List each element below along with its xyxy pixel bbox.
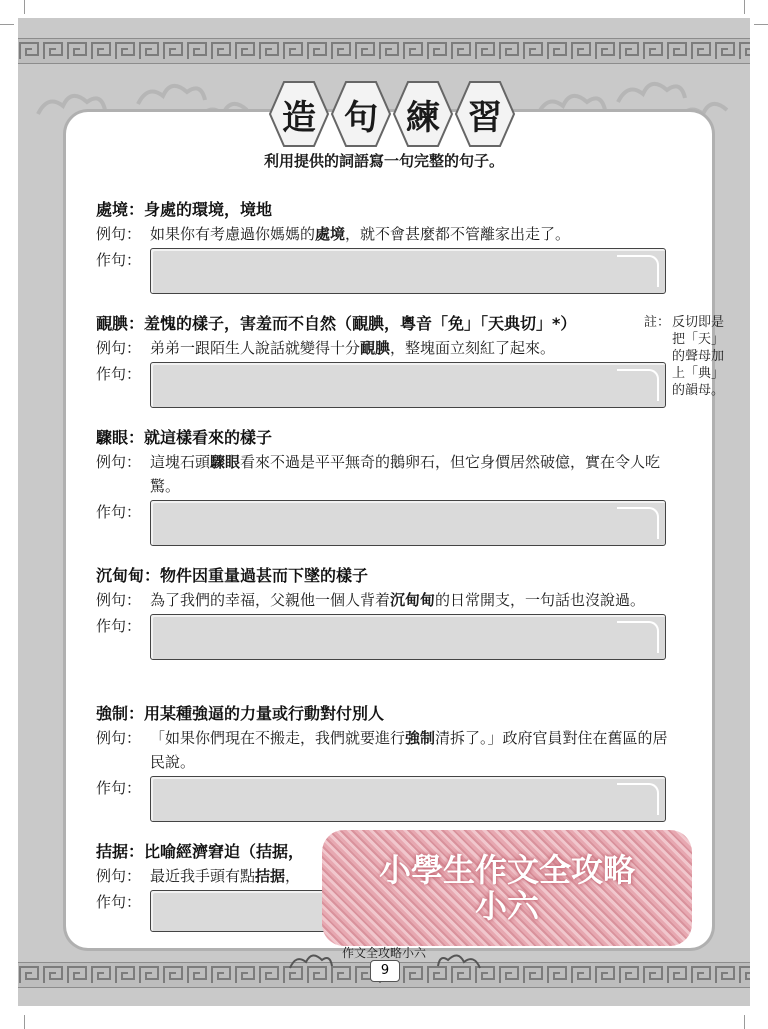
example-row bbox=[96, 336, 676, 360]
crop-mark bbox=[0, 24, 14, 25]
term-definition: 驟眼：就這樣看來的樣子 bbox=[96, 428, 273, 447]
term-definition: 強制：用某種強逼的力量或行動對付別人 bbox=[96, 704, 385, 723]
crop-mark bbox=[24, 0, 25, 14]
example-label: 例句： bbox=[96, 591, 142, 609]
example-sentence bbox=[150, 588, 676, 612]
example-row bbox=[96, 450, 676, 498]
answer-label: 作句： bbox=[96, 893, 142, 911]
example-text-segment: ，整塊面立刻紅了起來。 bbox=[390, 339, 556, 357]
example-text-segment: 這塊石頭 bbox=[150, 453, 211, 471]
watermark-line-1: 小學生作文全攻略 bbox=[378, 851, 635, 889]
answer-label: 作句： bbox=[96, 503, 142, 521]
example-keyword: 處境 bbox=[315, 225, 346, 243]
pronunciation-note bbox=[644, 314, 736, 399]
example-sentence bbox=[150, 450, 676, 498]
example-sentence bbox=[150, 222, 676, 246]
worksheet-title bbox=[268, 76, 516, 152]
instruction-text: 利用提供的詞語寫一句完整的句子。 bbox=[263, 152, 504, 170]
answer-label: 作句： bbox=[96, 365, 142, 383]
example-label: 例句： bbox=[96, 453, 142, 471]
example-row bbox=[96, 726, 676, 774]
answer-box[interactable] bbox=[150, 776, 666, 822]
note-label: 註： bbox=[644, 315, 671, 330]
answer-box[interactable] bbox=[150, 248, 666, 294]
example-label: 例句： bbox=[96, 225, 142, 243]
example-text-segment: 清拆了。」政府官員對住在舊區的居民說。 bbox=[150, 729, 668, 771]
watermark-line-2: 小六 bbox=[474, 887, 539, 925]
example-label: 例句： bbox=[96, 339, 142, 357]
vocab-entry bbox=[96, 564, 676, 660]
answer-label: 作句： bbox=[96, 251, 142, 269]
answer-box[interactable] bbox=[150, 500, 666, 546]
answer-label: 作句： bbox=[96, 617, 142, 635]
example-label: 例句： bbox=[96, 729, 142, 747]
footer-cloud-right-icon bbox=[436, 950, 484, 974]
title-char: 練 bbox=[406, 97, 440, 138]
example-row bbox=[96, 222, 676, 246]
example-keyword: 拮据 bbox=[255, 867, 286, 885]
crop-mark bbox=[744, 1015, 745, 1029]
vocab-entry bbox=[96, 198, 676, 294]
example-sentence bbox=[150, 336, 676, 360]
example-keyword: 沉甸甸 bbox=[390, 591, 436, 609]
example-text-segment: 為了我們的幸福，父親他一個人背着 bbox=[150, 591, 391, 609]
example-row bbox=[96, 588, 676, 612]
example-keyword: 強制 bbox=[405, 729, 436, 747]
answer-row bbox=[96, 500, 676, 546]
term-definition: 拮据：比喻經濟窘迫（拮据， bbox=[96, 842, 305, 861]
example-text-segment: 的日常開支，一句話也沒說過。 bbox=[435, 591, 646, 609]
watermark-overlay bbox=[322, 830, 692, 946]
example-label: 例句： bbox=[96, 867, 142, 885]
example-text-segment: 最近我手頭有點 bbox=[150, 867, 256, 885]
footer-cloud-left-icon bbox=[286, 950, 334, 974]
example-text-segment: 「如果你們現在不搬走，我們就要進行 bbox=[150, 729, 406, 747]
example-text-segment: ，就不會甚麼都不管離家出走了。 bbox=[345, 225, 571, 243]
answer-row bbox=[96, 614, 676, 660]
crop-mark bbox=[744, 0, 745, 14]
crop-mark bbox=[754, 24, 768, 25]
answer-row bbox=[96, 248, 676, 294]
term-definition: 沉甸甸：物件因重量過甚而下墜的樣子 bbox=[96, 566, 369, 585]
answer-box[interactable] bbox=[150, 614, 666, 660]
vocab-entry bbox=[96, 702, 676, 822]
example-keyword: 靦腆 bbox=[360, 339, 391, 357]
title-char: 造 bbox=[282, 97, 316, 138]
title-char: 句 bbox=[344, 97, 378, 138]
answer-row bbox=[96, 362, 676, 408]
example-text-segment: 弟弟一跟陌生人說話就變得十分 bbox=[150, 339, 361, 357]
page-number: 9 bbox=[370, 960, 400, 982]
crop-mark bbox=[24, 1015, 25, 1029]
example-text-segment: 看來不過是平平無奇的鵝卵石，但它身價居然破億，實在令人吃驚。 bbox=[150, 453, 661, 495]
answer-box[interactable] bbox=[150, 362, 666, 408]
note-text: 反切即是把「天」的聲母加上「典」的韻母。 bbox=[672, 315, 725, 398]
answer-label: 作句： bbox=[96, 779, 142, 797]
example-text-segment: 如果你有考慮過你媽媽的 bbox=[150, 225, 316, 243]
example-sentence bbox=[150, 726, 676, 774]
example-text-segment: ， bbox=[285, 867, 301, 885]
footer-book-title: 作文全攻略小六 bbox=[341, 946, 426, 960]
term-definition: 處境：身處的環境，境地 bbox=[96, 200, 273, 219]
vocab-entry bbox=[96, 426, 676, 546]
title-char: 習 bbox=[468, 97, 502, 138]
example-keyword: 驟眼 bbox=[210, 453, 241, 471]
term-definition: 靦腆：羞愧的樣子，害羞而不自然（靦腆，粵音「免」「天典切」*） bbox=[96, 314, 577, 333]
top-key-pattern-border bbox=[18, 38, 750, 64]
vocab-entry bbox=[96, 312, 676, 408]
answer-row bbox=[96, 776, 676, 822]
